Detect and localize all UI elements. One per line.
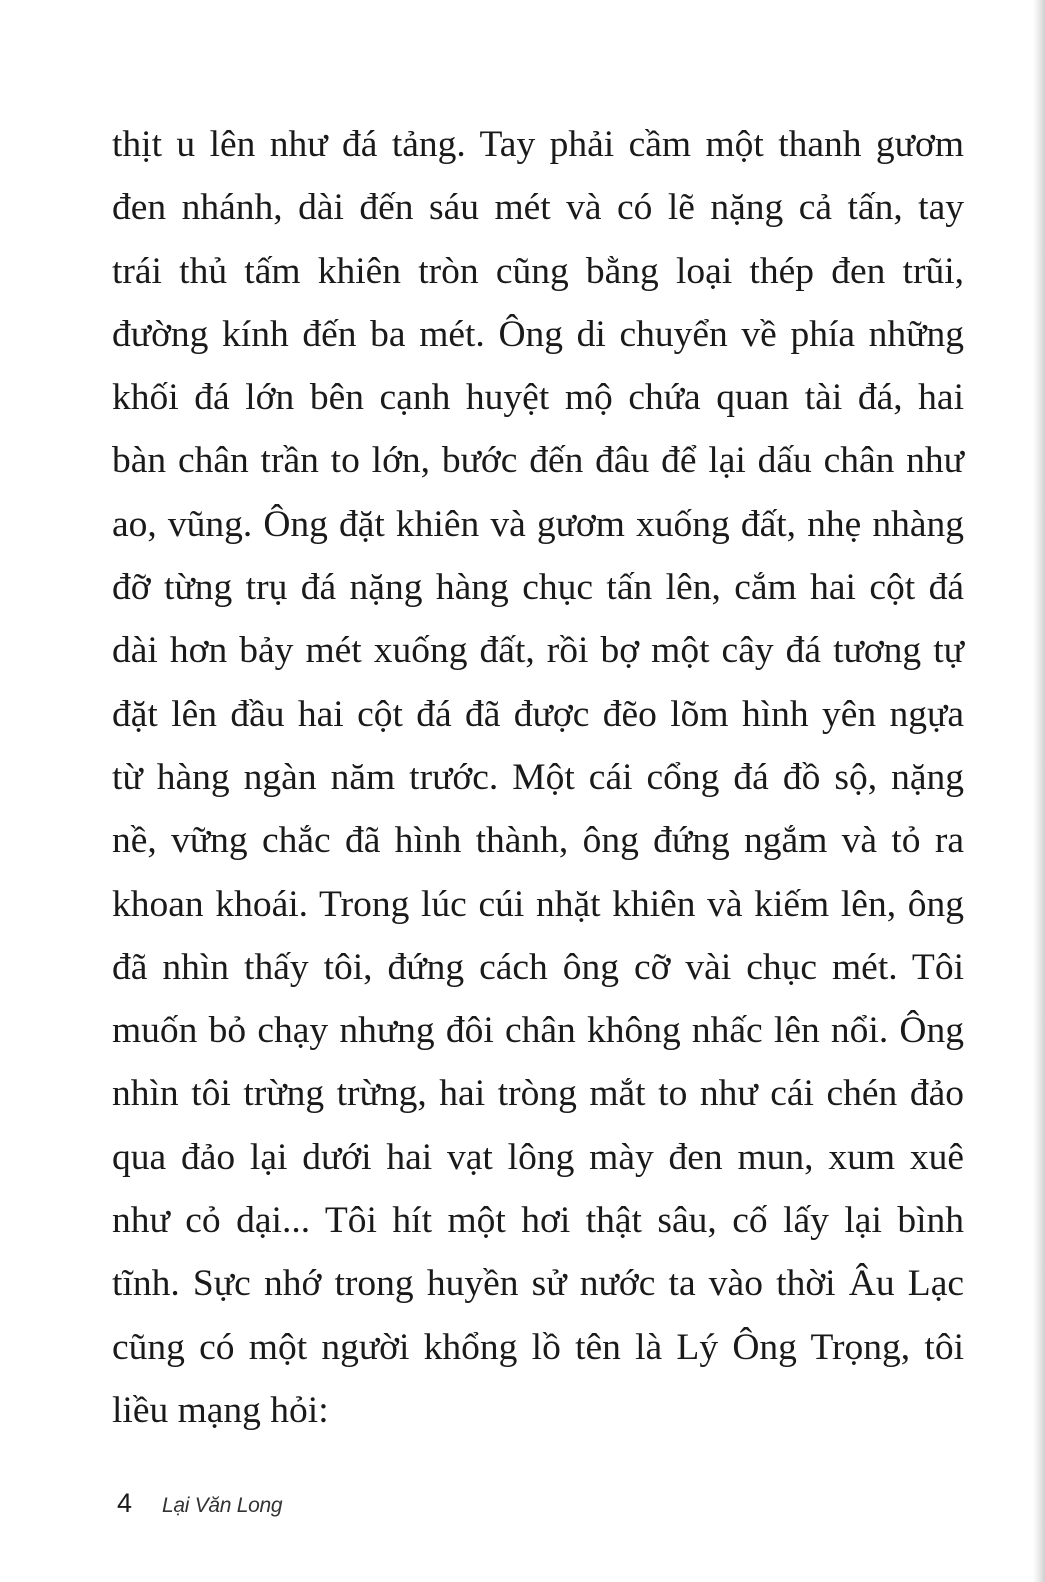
text-line: dài hơn bảy mét xuống đất, rồi bợ một cây đá tương tự bbox=[112, 630, 964, 672]
text-line: ao, vũng. Ông đặt khiên và gươm xuống đất, nhẹ nhàng bbox=[112, 503, 964, 545]
text-line: nề, vững chắc đã hình thành, ông đứng ngắm và tỏ ra bbox=[112, 820, 964, 862]
text-line: liều mạng hỏi: bbox=[112, 1389, 329, 1431]
running-footer-author: Lại Văn Long bbox=[162, 1494, 283, 1517]
text-line: đỡ từng trụ đá nặng hàng chục tấn lên, cắm hai cột đá bbox=[112, 567, 964, 609]
text-line: đã nhìn thấy tôi, đứng cách ông cỡ vài chục mét. Tôi bbox=[112, 946, 964, 988]
text-line: tĩnh. Sực nhớ trong huyền sử nước ta vào thời Âu Lạc bbox=[112, 1263, 964, 1305]
text-line: muốn bỏ chạy nhưng đôi chân không nhấc lên nổi. Ông bbox=[112, 1010, 964, 1052]
text-line: khối đá lớn bên cạnh huyệt mộ chứa quan tài đá, hai bbox=[112, 377, 964, 419]
text-line: đặt lên đầu hai cột đá đã được đẽo lõm hình yên ngựa bbox=[112, 693, 964, 735]
text-line: như cỏ dại... Tôi hít một hơi thật sâu, cố lấy lại bình bbox=[112, 1200, 964, 1242]
text-line: đường kính đến ba mét. Ông di chuyển về phía những bbox=[112, 313, 964, 355]
body-text bbox=[112, 113, 964, 1442]
text-line: thịt u lên như đá tảng. Tay phải cầm một thanh gươm bbox=[112, 124, 964, 165]
page-edge-shadow bbox=[1033, 0, 1045, 1582]
text-line: từ hàng ngàn năm trước. Một cái cổng đá đồ sộ, nặng bbox=[112, 756, 964, 798]
text-line: qua đảo lại dưới hai vạt lông mày đen mun, xum xuê bbox=[112, 1136, 964, 1178]
text-line: bàn chân trần to lớn, bước đến đâu để lại dấu chân như bbox=[112, 440, 964, 482]
text-line: trái thủ tấm khiên tròn cũng bằng loại thép đen trũi, bbox=[112, 250, 964, 292]
text-line: cũng có một người khổng lồ tên là Lý Ông Trọng, tôi bbox=[112, 1326, 964, 1368]
text-line: khoan khoái. Trong lúc cúi nhặt khiên và kiếm lên, ông bbox=[112, 883, 964, 925]
text-line: nhìn tôi trừng trừng, hai tròng mắt to như cái chén đảo bbox=[112, 1073, 964, 1115]
page-footer bbox=[117, 1488, 282, 1528]
text-line: đen nhánh, dài đến sáu mét và có lẽ nặng cả tấn, tay bbox=[112, 187, 964, 229]
page-number: 4 bbox=[117, 1488, 133, 1518]
